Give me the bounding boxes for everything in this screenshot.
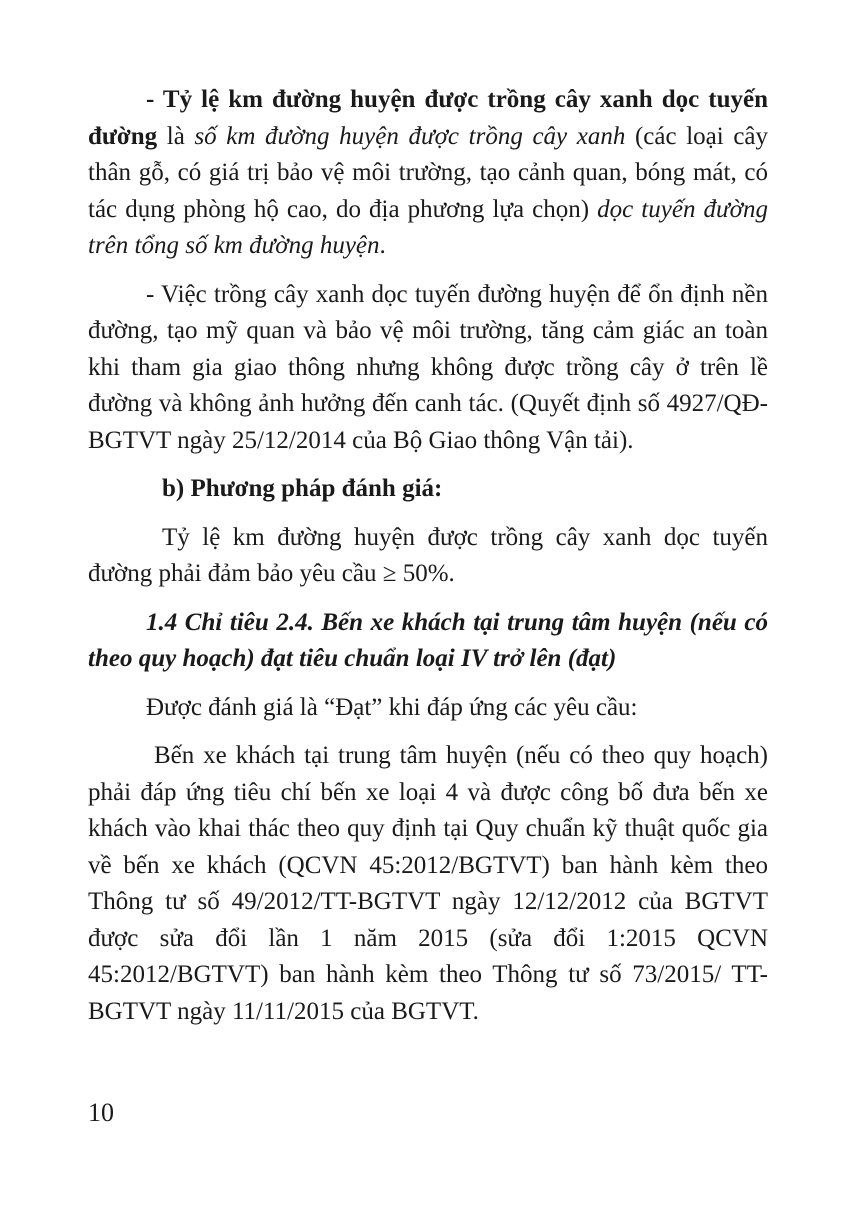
definition-detail: (các loại cây thân gỗ, có giá trị bảo vệ môi trường, tạo cảnh quan, bóng mát, có tác dụng phòng hộ cao, do địa phương lựa chọn) <box>88 122 769 223</box>
paragraph-pass-criteria: Được đánh giá là “Đạt” khi đáp ứng các yêu cầu: <box>146 693 638 721</box>
definition-end: . <box>379 232 386 259</box>
page-number: 10 <box>88 1098 114 1127</box>
document-page <box>88 82 768 1042</box>
section-heading-1-4: 1.4 Chỉ tiêu 2.4. Bến xe khách tại trung tâm huyện (nếu có theo quy hoạch) đạt tiêu chuẩn loại IV trở lên (đạt) <box>88 608 768 672</box>
paragraph-bus-station-requirements: Bến xe khách tại trung tâm huyện (nếu có theo quy hoạch) phải đáp ứng tiêu chí bến xe loại 4 và được công bố đưa bến xe khách vào khai thác theo quy định tại Quy chuẩn kỹ thuật quốc gia về bến xe khách (QCVN 45:2012/BGTVT) ban hành kèm theo Thông tư số 49/2012/TT-BGTVT ngày 12/12/2012 của BGTVT được sửa đổi lần 1 năm 2015 (sửa đổi 1:2015 QCVN 45:2012/BGTVT) ban hành kèm theo Thông tư số 73/2015/ TT-BGTVT ngày 11/11/2015 của BGTVT. <box>88 742 768 1025</box>
definition-connector: là <box>157 122 195 150</box>
definition-term: - Tỷ lệ km đường huyện được trồng cây xanh dọc tuyến đường <box>88 86 768 150</box>
heading-evaluation-method: b) Phương pháp đánh giá: <box>162 475 443 502</box>
paragraph-tree-planting-rules: - Việc trồng cây xanh dọc tuyến đường huyện để ổn định nền đường, tạo mỹ quan và bảo vệ môi trường, tăng cảm giác an toàn khi tham gia giao thông nhưng không được trồng cây ở trên lề đường và không ảnh hưởng đến canh tác. (Quyết định số 4927/QĐ-BGTVT ngày 25/12/2014 của Bộ Giao thông Vận tải). <box>88 280 768 454</box>
definition-emphasis-1: số km đường huyện được trồng cây xanh <box>194 122 626 150</box>
paragraph-evaluation-requirement: Tỷ lệ km đường huyện được trồng cây xanh dọc tuyến đường phải đảm bảo yêu cầu ≥ 50%. <box>88 523 768 587</box>
definition-emphasis-2: dọc tuyến đường trên tổng số km đường huyện <box>88 195 768 259</box>
paragraph-tree-ratio-definition <box>88 82 768 265</box>
